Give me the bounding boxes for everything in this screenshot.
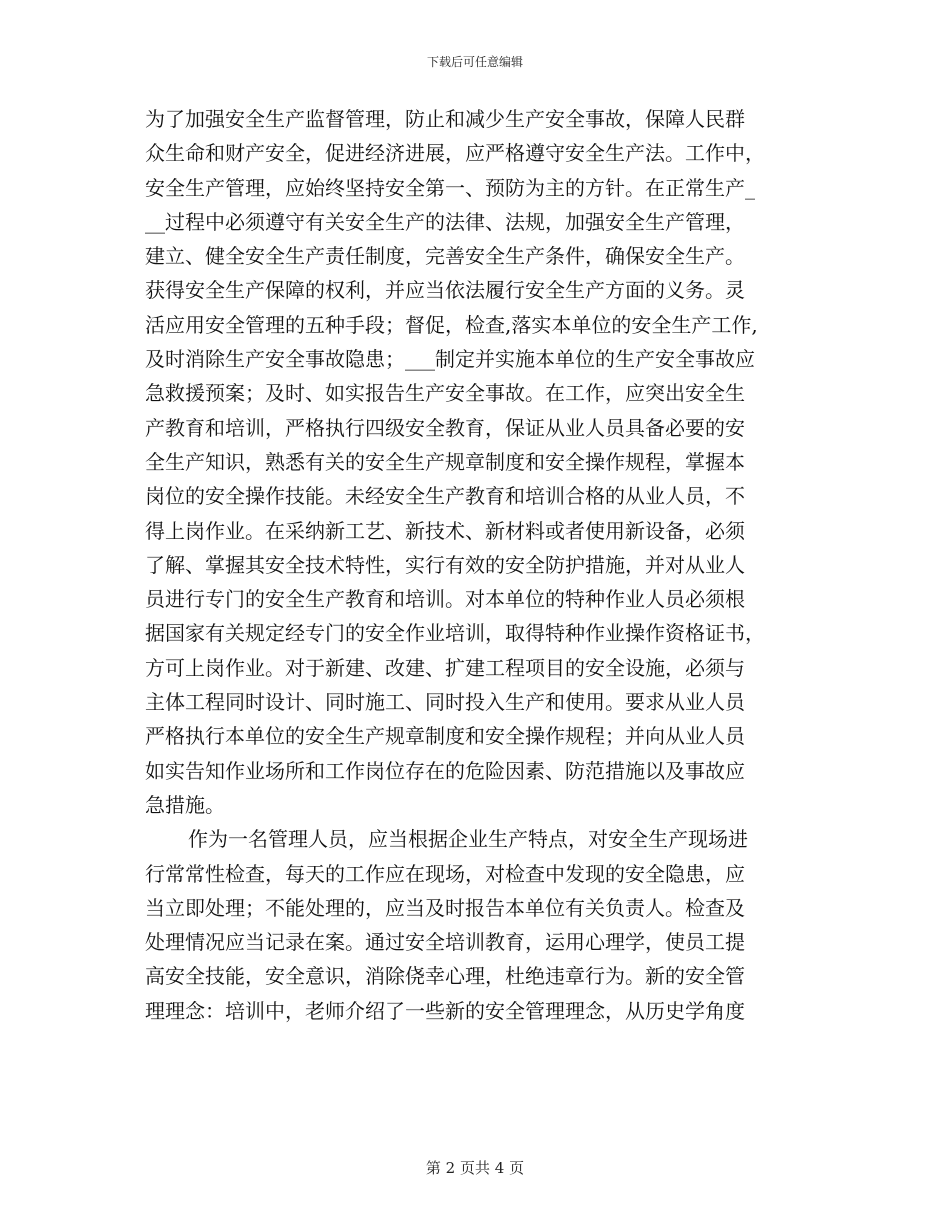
text-line: 行常常性检查，每天的工作应在现场，对检查中发现的安全隐患，应 xyxy=(145,861,745,886)
text-line: 急救援预案；及时、如实报告生产安全事故。在工作，应突出安全生 xyxy=(145,381,745,406)
text-line: 岗位的安全操作技能。未经安全生产教育和培训合格的从业人员，不 xyxy=(145,484,745,509)
text-line: 获得安全生产保障的权利，并应当依法履行安全生产方面的义务。灵 xyxy=(145,278,745,303)
text-line: 安全生产管理，应始终坚持安全第一、预防为主的方针。在正常生产_ xyxy=(145,175,755,200)
text-line: 活应用安全管理的五种手段；督促，检查,落实本单位的安全生产工作, xyxy=(145,312,758,337)
text-line: 得上岗作业。在采纳新工艺、新技术、新材料或者使用新设备，必须 xyxy=(145,518,745,543)
paragraph-start-line: 作为一名管理人员，应当根据企业生产特点，对安全生产现场进 xyxy=(188,827,748,852)
text-line: 方可上岗作业。对于新建、改建、扩建工程项目的安全设施，必须与 xyxy=(145,655,745,680)
text-line: 严格执行本单位的安全生产规章制度和安全操作规程；并向从业人员 xyxy=(145,724,745,749)
page-footer: 第 2 页共 4 页 xyxy=(425,1159,525,1177)
text-line: 建立、健全安全生产责任制度，完善安全生产条件，确保安全生产。 xyxy=(145,244,745,269)
text-line: 主体工程同时设计、同时施工、同时投入生产和使用。要求从业人员 xyxy=(145,690,745,715)
text-line: 处理情况应当记录在案。通过安全培训教育，运用心理学，使员工提 xyxy=(145,930,745,955)
text-line: 急措施。 xyxy=(145,792,225,817)
text-line: 及时消除生产安全事故隐患；___制定并实施本单位的生产安全事故应 xyxy=(145,347,755,372)
page-header: 下载后可任意编辑 xyxy=(426,55,523,69)
text-line: 员进行专门的安全生产教育和培训。对本单位的特种作业人员必须根 xyxy=(145,587,745,612)
text-line: 据国家有关规定经专门的安全作业培训，取得特种作业操作资格证书， xyxy=(145,621,765,646)
text-line: 为了加强安全生产监督管理，防止和减少生产安全事故，保障人民群 xyxy=(145,107,745,131)
text-line: 了解、掌握其安全技术特性，实行有效的安全防护措施，并对从业人 xyxy=(145,552,745,577)
text-line: 当立即处理；不能处理的，应当及时报告本单位有关负责人。检查及 xyxy=(145,895,745,920)
text-line: 如实告知作业场所和工作岗位存在的危险因素、防范措施以及事故应 xyxy=(145,758,745,783)
text-line: 全生产知识，熟悉有关的安全生产规章制度和安全操作规程，掌握本 xyxy=(145,449,745,474)
text-line: 理理念：培训中，老师介绍了一些新的安全管理理念，从历史学角度 xyxy=(145,998,745,1023)
body-text xyxy=(145,102,815,1028)
text-line: __过程中必须遵守有关安全生产的法律、法规，加强安全生产管理， xyxy=(145,209,745,234)
text-line: 高安全技能，安全意识，消除侥幸心理，杜绝违章行为。新的安全管 xyxy=(145,964,745,989)
text-line: 众生命和财产安全，促进经济进展，应严格遵守安全生产法。工作中， xyxy=(145,141,765,166)
text-line: 产教育和培训，严格执行四级安全教育，保证从业人员具备必要的安 xyxy=(145,415,745,440)
